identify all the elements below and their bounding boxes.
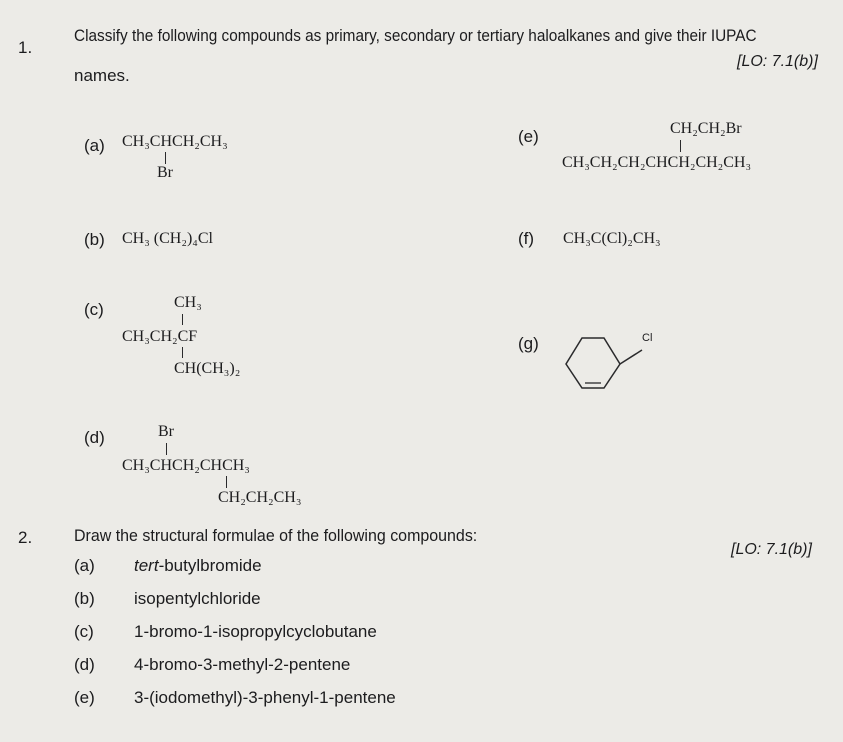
q2a-name bbox=[134, 556, 262, 576]
q1g-label: (g) bbox=[518, 334, 539, 353]
q1d-bond-bottom bbox=[226, 476, 227, 488]
q1d-main-chain: CH₃CHCH₂CHCH₃ bbox=[122, 457, 250, 474]
q2e-name: 3-(iodomethyl)-3-phenyl-1-pentene bbox=[134, 688, 396, 707]
q1c-bond-bottom bbox=[182, 347, 183, 358]
q1b-label: (b) bbox=[84, 230, 105, 249]
q1d-top-substituent: Br bbox=[158, 423, 174, 440]
q1g-structure bbox=[560, 326, 660, 396]
q1a-structure bbox=[122, 133, 262, 183]
q1c-top-substituent: CH₃ bbox=[174, 294, 202, 311]
q1c-main-chain: CH₃CH₂CF bbox=[122, 328, 198, 345]
q1a-bond bbox=[165, 152, 166, 164]
q2-number: 2. bbox=[18, 528, 33, 547]
q2-text: Draw the structural formulae of the following compounds: bbox=[74, 526, 478, 545]
q1-text-line1: Classify the following compounds as primary, secondary or tertiary haloalkanes and give their IUPAC bbox=[74, 27, 757, 45]
q1e-top-substituent: CH₂CH₂Br bbox=[670, 120, 742, 137]
q2a-name-rest: -butylbromide bbox=[158, 556, 262, 575]
q1-text-line2: names. bbox=[74, 66, 130, 85]
q1c-structure bbox=[122, 294, 302, 384]
q1b-formula: CH₃ (CH₂)₄Cl bbox=[122, 230, 213, 247]
q2a-prefix: tert bbox=[134, 556, 159, 575]
q2d-name: 4-bromo-3-methyl-2-pentene bbox=[134, 655, 351, 674]
q1d-label: (d) bbox=[84, 428, 105, 447]
q1e-label: (e) bbox=[518, 127, 539, 146]
q1f-label: (f) bbox=[518, 229, 535, 248]
q2e-label: (e) bbox=[74, 688, 95, 707]
q2d-label: (d) bbox=[74, 655, 95, 674]
q2b-label: (b) bbox=[74, 589, 95, 608]
q1e-main-chain: CH₃CH₂CH₂CHCH₂CH₂CH₃ bbox=[562, 154, 752, 171]
q2c-name: 1-bromo-1-isopropylcyclobutane bbox=[134, 622, 377, 641]
q2c-label: (c) bbox=[74, 622, 94, 641]
q1d-structure bbox=[122, 423, 342, 513]
q1c-bottom-substituent: CH(CH₃)₂ bbox=[174, 360, 241, 377]
q1a-substituent: Br bbox=[157, 164, 173, 181]
q1c-label: (c) bbox=[84, 300, 104, 319]
q1c-bond-top bbox=[182, 314, 183, 325]
q1a-main-chain: CH₃CHCH₂CH₃ bbox=[122, 133, 228, 150]
q1d-bond-top bbox=[166, 443, 167, 455]
q1e-structure bbox=[562, 120, 822, 185]
q2-learning-outcome: [LO: 7.1(b)] bbox=[731, 541, 812, 558]
q1e-bond bbox=[680, 140, 681, 152]
cl-bond bbox=[620, 350, 642, 364]
q1g-substituent: Cl bbox=[642, 332, 653, 344]
q1f-formula: CH₃C(Cl)₂CH₃ bbox=[563, 230, 661, 247]
q1-number: 1. bbox=[18, 38, 33, 57]
q1a-label: (a) bbox=[84, 136, 105, 155]
q2a-label: (a) bbox=[74, 556, 95, 575]
q1-learning-outcome: [LO: 7.1(b)] bbox=[737, 53, 818, 70]
q1d-bottom-substituent: CH₂CH₂CH₃ bbox=[218, 489, 302, 506]
q2b-name: isopentylchloride bbox=[134, 589, 261, 608]
